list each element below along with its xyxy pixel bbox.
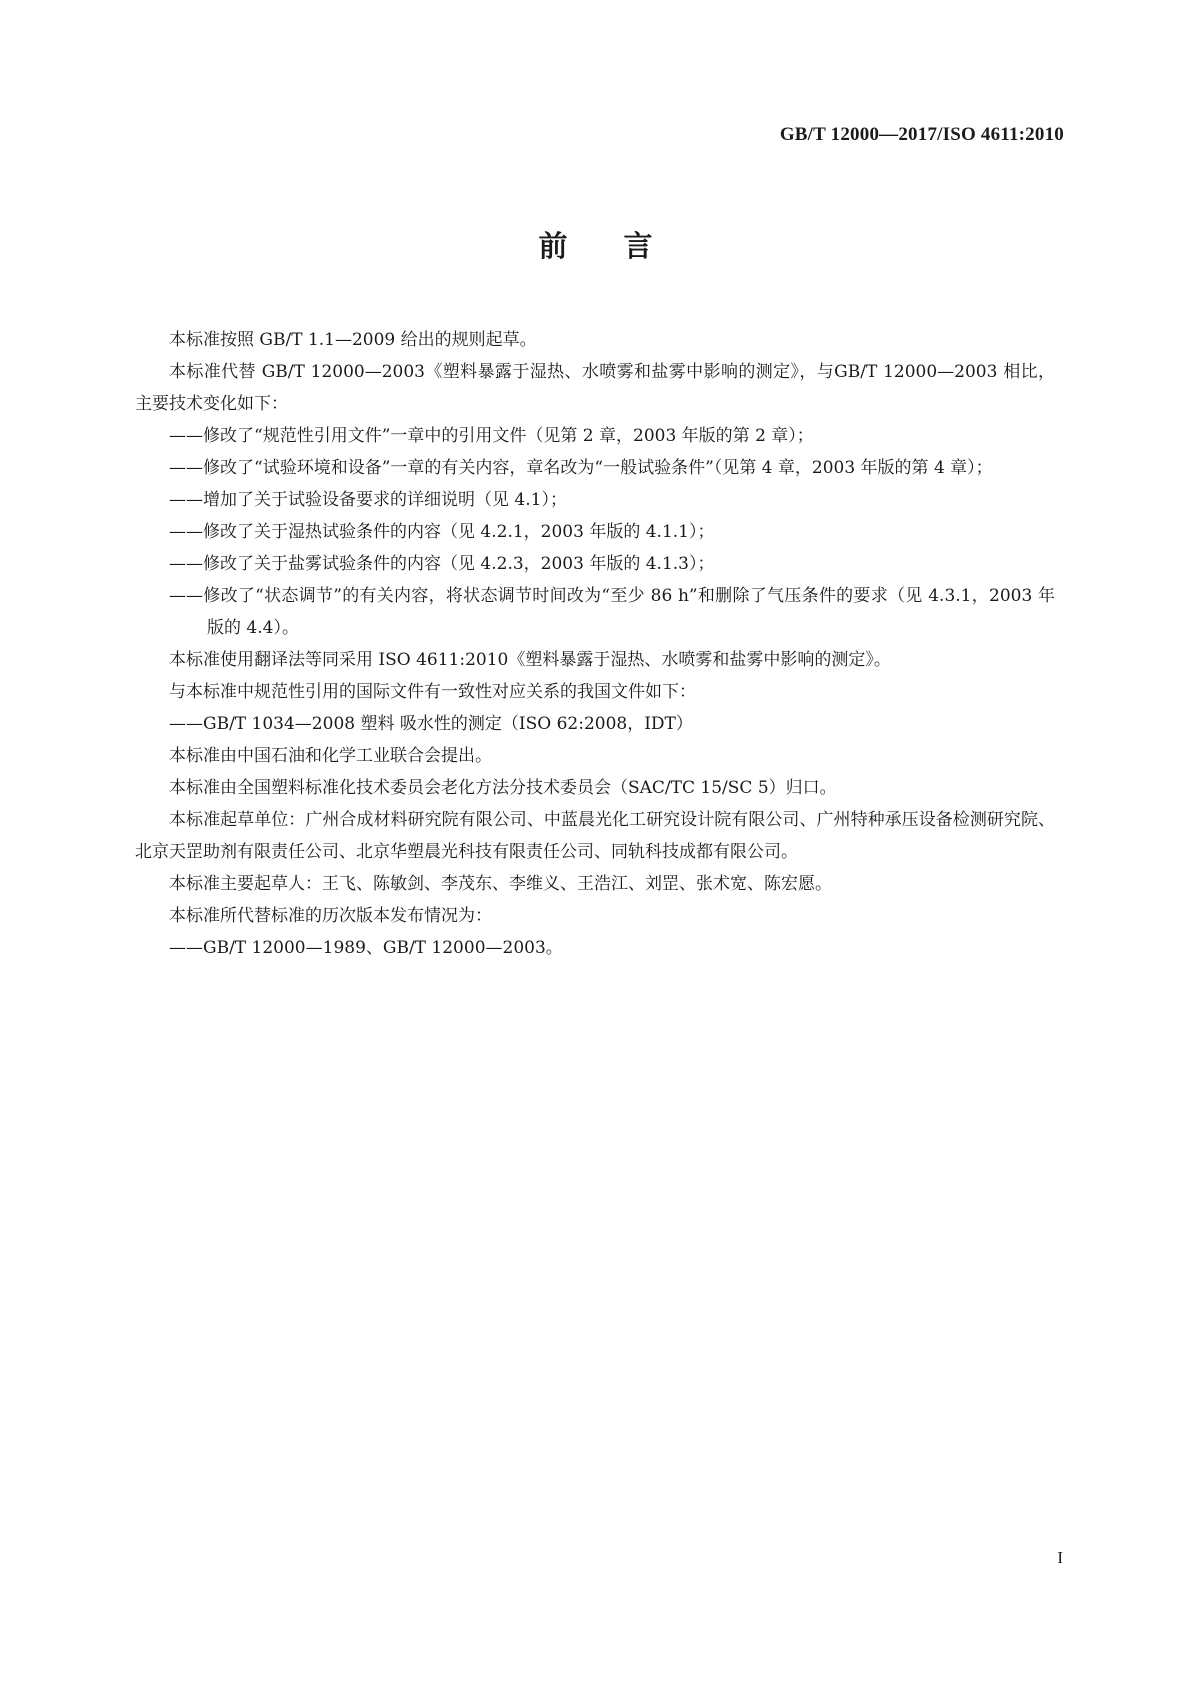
paragraph-committee: 本标准由全国塑料标准化技术委员会老化方法分技术委员会（SAC/TC 15/SC 5）归口。 bbox=[169, 778, 837, 798]
paragraph-drafting-units: 本标准起草单位：广州合成材料研究院有限公司、中蓝晨光化工研究设计院有限公司、广州特种承压设备检测研究院、北京天罡助剂有限责任公司、北京华塑晨光科技有限责任公司、同轨科技成都有限公司。 bbox=[135, 810, 1055, 862]
foreword-body bbox=[135, 324, 1055, 964]
page-title: 前言 bbox=[538, 229, 709, 263]
paragraph-drafters: 本标准主要起草人：王飞、陈敏剑、李茂东、李维义、王浩江、刘罡、张术宽、陈宏愿。 bbox=[169, 874, 832, 894]
standard-code-header: GB/T 12000—2017/ISO 4611:2010 bbox=[779, 124, 1064, 145]
paragraph-history-intro: 本标准所代替标准的历次版本发布情况为： bbox=[169, 906, 492, 926]
change-item: ——修改了“状态调节”的有关内容，将状态调节时间改为“至少 86 h”和删除了气压条件的要求（见 4.3.1，2003 年版的 4.4）。 bbox=[169, 586, 1055, 638]
change-item: ——修改了关于湿热试验条件的内容（见 4.2.1，2003 年版的 4.1.1）； bbox=[169, 522, 715, 542]
reference-item: ——GB/T 1034—2008 塑料 吸水性的测定（ISO 62:2008，IDT） bbox=[169, 714, 693, 734]
paragraph-translation: 本标准使用翻译法等同采用 ISO 4611:2010《塑料暴露于湿热、水喷雾和盐雾中影响的测定》。 bbox=[169, 650, 891, 670]
paragraph-drafting-rules: 本标准按照 GB/T 1.1—2009 给出的规则起草。 bbox=[169, 330, 537, 350]
change-item: ——修改了“规范性引用文件”一章中的引用文件（见第 2 章，2003 年版的第 2 章）； bbox=[169, 426, 814, 446]
paragraph-replacement: 本标准代替 GB/T 12000—2003《塑料暴露于湿热、水喷雾和盐雾中影响的测定》，与GB/T 12000—2003 相比，主要技术变化如下： bbox=[135, 362, 1055, 414]
paragraph-correspondence: 与本标准中规范性引用的国际文件有一致性对应关系的我国文件如下： bbox=[169, 682, 696, 702]
change-item: ——修改了“试验环境和设备”一章的有关内容，章名改为“一般试验条件”（见第 4 章，2003 年版的第 4 章）； bbox=[169, 458, 993, 478]
page-number: I bbox=[1057, 1548, 1063, 1567]
change-item: ——增加了关于试验设备要求的详细说明（见 4.1）； bbox=[169, 490, 567, 510]
paragraph-proposer: 本标准由中国石油和化学工业联合会提出。 bbox=[169, 746, 492, 766]
change-item: ——修改了关于盐雾试验条件的内容（见 4.2.3，2003 年版的 4.1.3）； bbox=[169, 554, 715, 574]
history-item: ——GB/T 12000—1989、GB/T 12000—2003。 bbox=[169, 938, 563, 958]
